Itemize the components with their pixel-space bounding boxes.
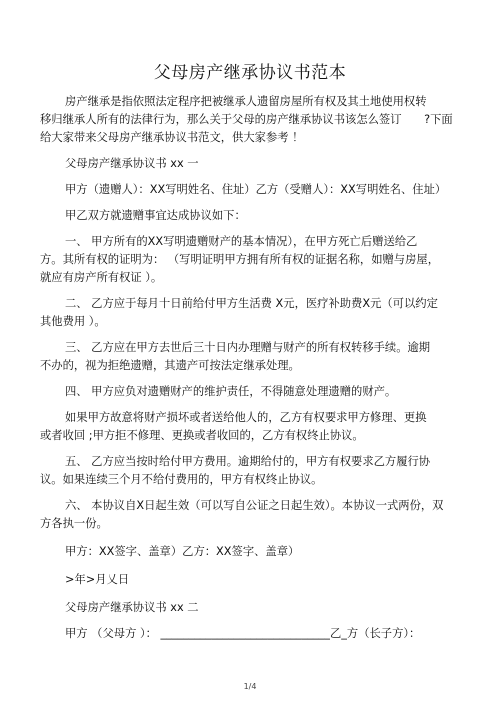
section-heading: 父母房产继承协议书 xx 一 xyxy=(65,157,199,170)
section-heading: 父母房产继承协议书 xx 二 xyxy=(65,601,199,614)
body-line: 移归继承人所有的法律行为，那么关于父母的房产继承协议书该怎么签订 ?下面 xyxy=(40,113,453,126)
body-line: 或者收回 ;甲方拒不修理、更换或者收回的，乙方有权终止协议。 xyxy=(40,429,364,442)
clause-line: 议。如果连续三个月不给付费用的，甲方有权终止协议。 xyxy=(40,473,323,486)
clause-line: 方。其所有权的证明为： （写明证明甲方拥有所有权的证据名称，如赠与房屋， xyxy=(40,253,439,266)
clause-line: 一、 甲方所有的XX写明遗赠财产的基本情况），在甲方死亡后赠送给乙 xyxy=(65,235,418,248)
clause-line: 四、 甲方应负对遗赠财产的维护责任，不得随意处理遗赠的财产。 xyxy=(65,385,397,398)
clause-line: 其他费用 ）。 xyxy=(40,315,106,328)
clause-line: 三、 乙方应在甲方去世后三十日内办理赠与财产的所有权转移手续。逾期 xyxy=(65,341,431,354)
clause-line: 五、 乙方应当按时给付甲方费用。逾期给付的，甲方有权要求乙方履行协 xyxy=(65,455,431,468)
signature-line: 甲方：XX签字、盖章）乙方：XX签字、盖章） xyxy=(65,545,300,558)
party-line: 甲方 （父母方 ）： ______________________________乙_方（长子方）： xyxy=(65,627,421,640)
body-line: 给大家带来父母房产继承协议书范文，供大家参考 ！ xyxy=(40,131,304,144)
body-line: 甲方（遗赠人）：XX写明姓名、住址）乙方（受赠人）：XX写明姓名、住址） xyxy=(65,183,447,196)
page-number: 1/4 xyxy=(243,682,257,691)
clause-line: 六、 本协议自X日起生效（可以写自公证之日起生效）。本协议一式两份，双 xyxy=(65,499,444,512)
clause-line: 方各执一份。 xyxy=(40,517,108,530)
body-line: 房产继承是指依照法定程序把被继承人遗留房屋所有权及其土地使用权转 xyxy=(65,95,427,108)
document-title: 父母房产继承协议书范本 xyxy=(153,63,347,83)
clause-line: 就应有房产所有权证 ）。 xyxy=(40,271,163,284)
date-line: >年>月乂日 xyxy=(65,573,130,586)
clause-line: 二、 乙方应于每月十日前给付甲方生活费 X元，医疗补助费X元（可以约定 xyxy=(65,297,438,310)
clause-line: 不办的，视为拒绝遗赠，其遗产可按法定继承处理。 xyxy=(40,359,300,372)
body-line: 甲乙双方就遗赠事宜达成协议如下： xyxy=(65,209,246,222)
body-line: 如果甲方故意将财产损坏或者送给他人的，乙方有权要求甲方修理、更换 xyxy=(65,411,427,424)
